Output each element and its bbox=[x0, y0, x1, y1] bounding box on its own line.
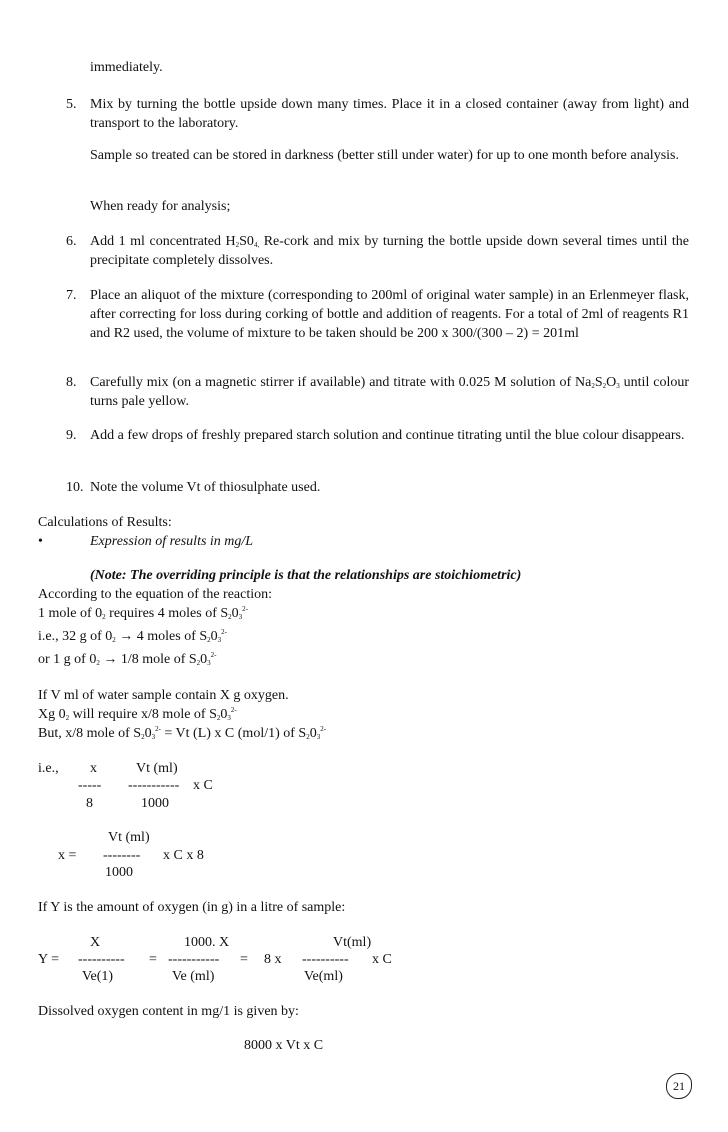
x-fraction-bar: -------- bbox=[103, 848, 141, 863]
stoichiometry-note: (Note: The overriding principle is that the relationships are stoichiometric) bbox=[90, 568, 522, 583]
y-numerator-x: X bbox=[90, 935, 101, 950]
x-times-c-8: x C x 8 bbox=[163, 848, 204, 863]
step-9-number: 9. bbox=[66, 428, 77, 443]
step-6-text: Add 1 ml concentrated $H_2S0_{4,}$ Re-cork and mix by turning the bottle upside down several times until the precipitate completely dissolves. bbox=[90, 234, 689, 268]
y-numerator-vt: Vt(ml) bbox=[333, 935, 372, 950]
y-denominator-ve1: Ve(1) bbox=[82, 969, 114, 984]
step-7-number: 7. bbox=[66, 288, 77, 303]
y-equals-3: = bbox=[240, 952, 248, 967]
dissolved-oxygen-intro: Dissolved oxygen content in mg/1 is given by: bbox=[38, 1004, 299, 1019]
x-denominator-1000: 1000 bbox=[105, 865, 133, 880]
x-numerator-vt: Vt (ml) bbox=[108, 830, 150, 845]
y-numerator-1000x: 1000. X bbox=[184, 935, 230, 950]
but-relation-line: But, x/8 mole of $S_20_3^{2-} = Vt$ (L) x C (mol/1) of $S_20_3^{2-}$ bbox=[38, 725, 327, 741]
ie-times-c: x C bbox=[193, 778, 213, 793]
y-denominator-ve3: Ve(ml) bbox=[304, 969, 343, 984]
ie-fraction-bar-1: ----- bbox=[78, 778, 102, 793]
final-numerator: 8000 x Vt x C bbox=[244, 1038, 324, 1053]
xg-relation-line: Xg $0_2$ will require x/8 mole of $S_20_3^{2-}$ bbox=[38, 706, 237, 722]
ie-numerator-vt: Vt (ml) bbox=[136, 761, 178, 776]
step-5-text: Mix by turning the bottle upside down many times. Place it in a closed container (away from light) and transport to the laboratory. bbox=[90, 97, 689, 131]
y-fraction-bar-3: ---------- bbox=[302, 952, 349, 967]
y-fraction-bar-2: ----------- bbox=[168, 952, 220, 967]
ie-fraction-bar-2: ----------- bbox=[128, 778, 180, 793]
page-number-badge: 21 bbox=[666, 1073, 692, 1099]
step-5-storage-note: Sample so treated can be stored in darkness (better still under water) for up to one month before analysis. bbox=[90, 148, 679, 163]
ie-denominator-1000: 1000 bbox=[141, 796, 169, 811]
step-10-text: Note the volume Vt of thiosulphate used. bbox=[90, 480, 321, 495]
y-equals: Y = bbox=[38, 952, 59, 967]
y-eight-times: 8 x bbox=[264, 952, 282, 967]
calculations-heading: Calculations of Results: bbox=[38, 515, 172, 530]
step-5-number: 5. bbox=[66, 97, 77, 112]
y-equals-2: = bbox=[149, 952, 157, 967]
reaction-intro: According to the equation of the reaction: bbox=[38, 587, 273, 602]
y-denominator-ve2: Ve (ml) bbox=[172, 969, 215, 984]
expression-heading: Expression of results in mg/L bbox=[90, 534, 254, 549]
ie-label: i.e., bbox=[38, 761, 59, 776]
ie-denominator-8: 8 bbox=[86, 796, 93, 811]
gram-relation-line: i.e., 32 g of $0_2 \to 4$ moles of $S_20_3^{2-}$ bbox=[38, 628, 227, 644]
x-equals: x = bbox=[58, 848, 77, 863]
step-4-continuation: immediately. bbox=[90, 60, 163, 75]
bullet-icon: • bbox=[38, 534, 43, 549]
step-10-number: 10. bbox=[66, 480, 84, 495]
step-9-text: Add a few drops of freshly prepared starch solution and continue titrating until the blue colour disappears. bbox=[90, 428, 685, 443]
y-definition: If Y is the amount of oxygen (in g) in a litre of sample: bbox=[38, 900, 346, 915]
step-5-ready-note: When ready for analysis; bbox=[90, 199, 231, 214]
y-fraction-bar-1: ---------- bbox=[78, 952, 125, 967]
step-7-text: Place an aliquot of the mixture (corresponding to 200ml of original water sample) in an Erlenmeyer flask, after correcting for loss during corking of bottle and addition of reagents. For a total of 2ml of reagents R1 and R2 used, the volume of mixture to be taken should be 200 x 300/(300 – 2) = 201ml bbox=[90, 288, 689, 341]
step-8-text: Carefully mix (on a magnetic stirrer if available) and titrate with 0.025 M solution of $Na_2S_2O_3$ until colour turns pale yellow. bbox=[90, 375, 690, 409]
mole-relation-line: 1 mole of $0_2$ requires 4 moles of $S_20_3^{2-}$ bbox=[38, 605, 248, 621]
per-gram-relation-line: or 1 g of $0_2 \to 1/8$ mole of $S_20_3^{2-}$ bbox=[38, 651, 217, 667]
step-8-number: 8. bbox=[66, 375, 77, 390]
sample-assumption: If V ml of water sample contain X g oxygen. bbox=[38, 688, 289, 703]
step-6-number: 6. bbox=[66, 234, 77, 249]
y-times-c: x C bbox=[372, 952, 392, 967]
ie-numerator-x: x bbox=[90, 761, 97, 776]
